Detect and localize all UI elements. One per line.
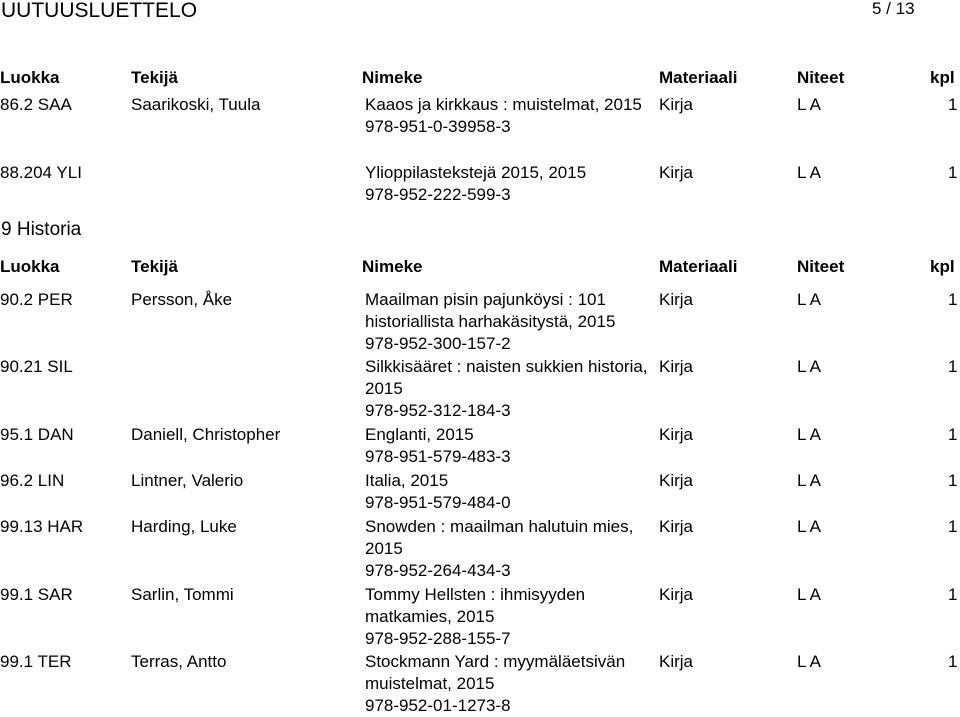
cell-nimeke xyxy=(365,516,655,582)
isbn: 978-952-312-184-3 xyxy=(365,401,511,420)
cell-materiaali: Kirja xyxy=(659,471,694,490)
cell-kpl: 1 xyxy=(948,425,958,444)
title-text: Maailman pisin pajunköysi : 101 historiallista harhakäsitystä, 2015 xyxy=(365,290,616,331)
cell-materiaali: Kirja xyxy=(659,652,694,671)
cell-nimeke xyxy=(365,470,655,514)
header-kpl: kpl xyxy=(930,257,955,276)
cell-tekija: Persson, Åke xyxy=(131,290,233,309)
cell-tekija: Terras, Antto xyxy=(131,652,227,671)
cell-materiaali: Kirja xyxy=(659,425,694,444)
cell-niteet: L A xyxy=(797,290,821,309)
cell-luokka: 99.13 HAR xyxy=(0,517,84,536)
cell-nimeke xyxy=(365,356,655,422)
title-text: Stockmann Yard : myymäläetsivän muistelmat, 2015 xyxy=(365,652,626,693)
cell-materiaali: Kirja xyxy=(659,163,694,182)
cell-kpl: 1 xyxy=(948,585,958,604)
cell-nimeke xyxy=(365,162,655,206)
cell-kpl: 1 xyxy=(948,517,958,536)
cell-niteet: L A xyxy=(797,425,821,444)
cell-niteet: L A xyxy=(797,471,821,490)
cell-niteet: L A xyxy=(797,163,821,182)
cell-niteet: L A xyxy=(797,652,821,671)
isbn: 978-952-288-155-7 xyxy=(365,629,511,648)
header-materiaali: Materiaali xyxy=(659,68,738,87)
cell-tekija: Daniell, Christopher xyxy=(131,425,281,444)
cell-nimeke xyxy=(365,651,655,717)
cell-luokka: 95.1 DAN xyxy=(0,425,74,444)
header-tekija: Tekijä xyxy=(131,257,178,276)
isbn: 978-951-579-484-0 xyxy=(365,493,511,512)
header-luokka: Luokka xyxy=(0,68,60,87)
cell-nimeke xyxy=(365,584,655,650)
table-header xyxy=(0,256,960,278)
cell-niteet: L A xyxy=(797,357,821,376)
header-niteet: Niteet xyxy=(797,68,845,87)
header-nimeke: Nimeke xyxy=(362,257,423,276)
cell-niteet: L A xyxy=(797,95,821,114)
cell-luokka: 90.21 SIL xyxy=(0,357,73,376)
cell-luokka: 99.1 TER xyxy=(0,652,72,671)
cell-nimeke xyxy=(365,424,655,468)
cell-luokka: 99.1 SAR xyxy=(0,585,73,604)
isbn: 978-952-01-1273-8 xyxy=(365,696,511,715)
cell-materiaali: Kirja xyxy=(659,585,694,604)
cell-tekija: Saarikoski, Tuula xyxy=(131,95,261,114)
cell-tekija: Lintner, Valerio xyxy=(131,471,244,490)
cell-kpl: 1 xyxy=(948,290,958,309)
isbn: 978-951-579-483-3 xyxy=(365,447,511,466)
section-heading: 9 Historia xyxy=(1,219,82,240)
isbn: 978-951-0-39958-3 xyxy=(365,117,511,136)
cell-niteet: L A xyxy=(797,585,821,604)
title-text: Italia, 2015 xyxy=(365,471,449,490)
cell-kpl: 1 xyxy=(948,357,958,376)
cell-luokka: 88.204 YLI xyxy=(0,163,82,182)
title-text: Kaaos ja kirkkaus : muistelmat, 2015 xyxy=(365,95,642,114)
cell-luokka: 90.2 PER xyxy=(0,290,73,309)
header-niteet: Niteet xyxy=(797,257,845,276)
cell-kpl: 1 xyxy=(948,471,958,490)
cell-nimeke xyxy=(365,289,655,355)
isbn: 978-952-264-434-3 xyxy=(365,561,511,580)
isbn: 978-952-300-157-2 xyxy=(365,334,511,353)
page-title: UUTUUSLUETTELO xyxy=(1,0,198,22)
cell-materiaali: Kirja xyxy=(659,357,694,376)
header-tekija: Tekijä xyxy=(131,68,178,87)
cell-kpl: 1 xyxy=(948,163,958,182)
table-header xyxy=(0,67,960,89)
cell-tekija: Sarlin, Tommi xyxy=(131,585,234,604)
page-number: 5 / 13 xyxy=(872,0,915,18)
cell-materiaali: Kirja xyxy=(659,95,694,114)
title-text: Tommy Hellsten : ihmisyyden matkamies, 2015 xyxy=(365,585,586,626)
header-kpl: kpl xyxy=(930,68,955,87)
isbn: 978-952-222-599-3 xyxy=(365,185,511,204)
cell-kpl: 1 xyxy=(948,652,958,671)
header-nimeke: Nimeke xyxy=(362,68,423,87)
cell-niteet: L A xyxy=(797,517,821,536)
cell-kpl: 1 xyxy=(948,95,958,114)
cell-materiaali: Kirja xyxy=(659,517,694,536)
title-text: Englanti, 2015 xyxy=(365,425,474,444)
title-text: Ylioppilastekstejä 2015, 2015 xyxy=(365,163,587,182)
title-text: Snowden : maailman halutuin mies, 2015 xyxy=(365,517,634,558)
header-materiaali: Materiaali xyxy=(659,257,738,276)
cell-tekija: Harding, Luke xyxy=(131,517,237,536)
cell-luokka: 86.2 SAA xyxy=(0,95,72,114)
cell-luokka: 96.2 LIN xyxy=(0,471,65,490)
header-luokka: Luokka xyxy=(0,257,60,276)
cell-nimeke xyxy=(365,94,655,138)
cell-materiaali: Kirja xyxy=(659,290,694,309)
title-text: Silkkisääret : naisten sukkien historia, 2015 xyxy=(365,357,648,398)
